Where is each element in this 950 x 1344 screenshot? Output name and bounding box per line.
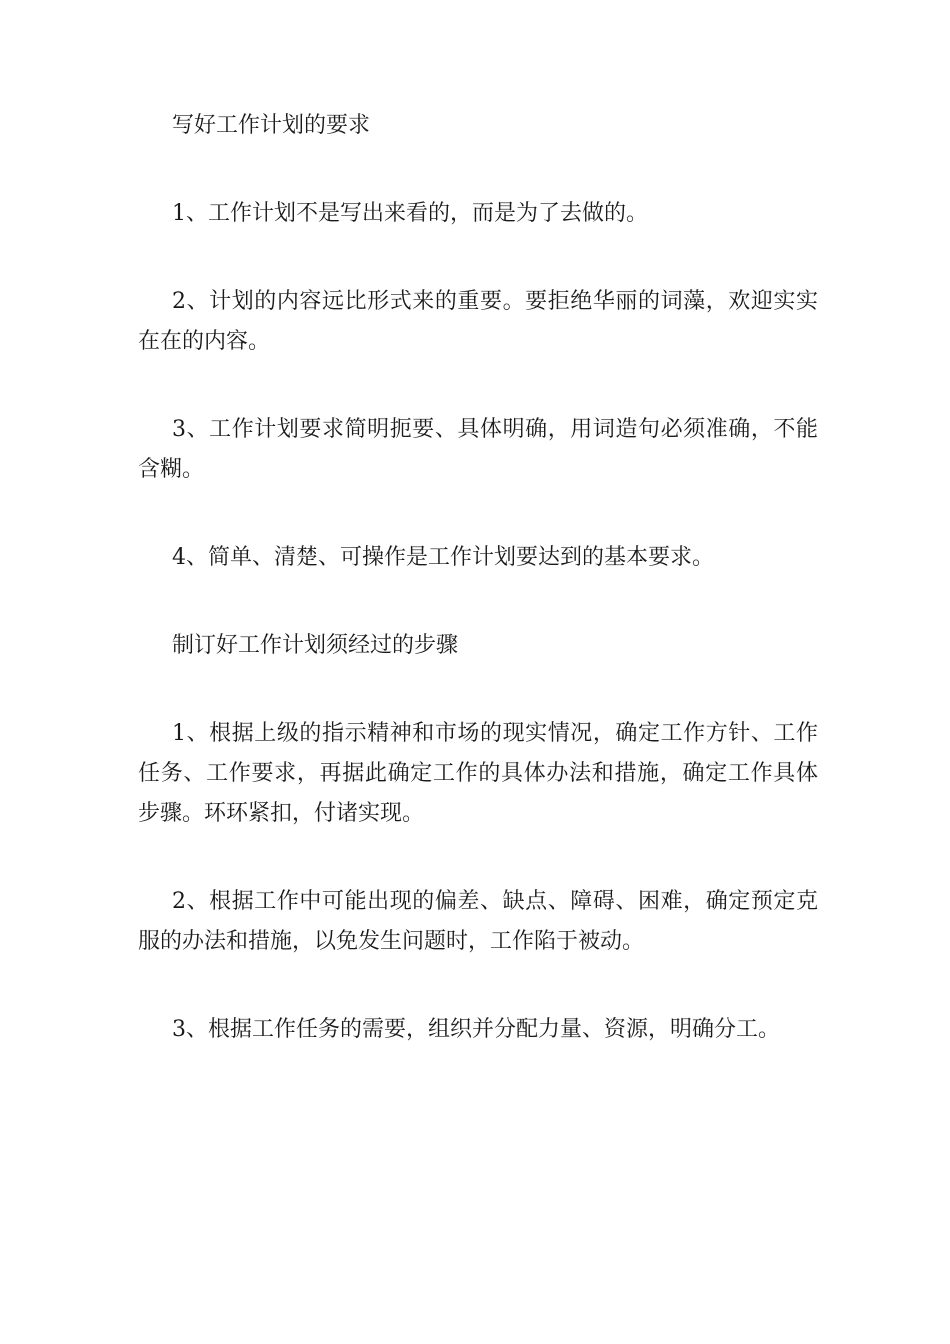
document-body xyxy=(138,106,818,1098)
requirement-item-1: 1、工作计划不是写出来看的，而是为了去做的。 xyxy=(172,201,648,226)
step-item-2: 2、根据工作中可能出现的偏差、缺点、障碍、困难，确定预定克服的办法和措施，以免发生问题时，工作陷于被动。 xyxy=(138,889,818,954)
requirement-item-4: 4、简单、清楚、可操作是工作计划要达到的基本要求。 xyxy=(172,545,714,570)
section-heading-requirements: 写好工作计划的要求 xyxy=(172,113,371,138)
step-item-1: 1、根据上级的指示精神和市场的现实情况，确定工作方针、工作任务、工作要求，再据此确定工作的具体办法和措施，确定工作具体步骤。环环紧扣，付诸实现。 xyxy=(138,721,818,826)
requirement-item-2: 2、计划的内容远比形式来的重要。要拒绝华丽的词藻，欢迎实实在在的内容。 xyxy=(138,289,818,354)
requirement-item-3: 3、工作计划要求简明扼要、具体明确，用词造句必须准确，不能含糊。 xyxy=(138,417,818,482)
section-heading-steps: 制订好工作计划须经过的步骤 xyxy=(172,633,459,658)
step-item-3: 3、根据工作任务的需要，组织并分配力量、资源，明确分工。 xyxy=(172,1017,780,1042)
